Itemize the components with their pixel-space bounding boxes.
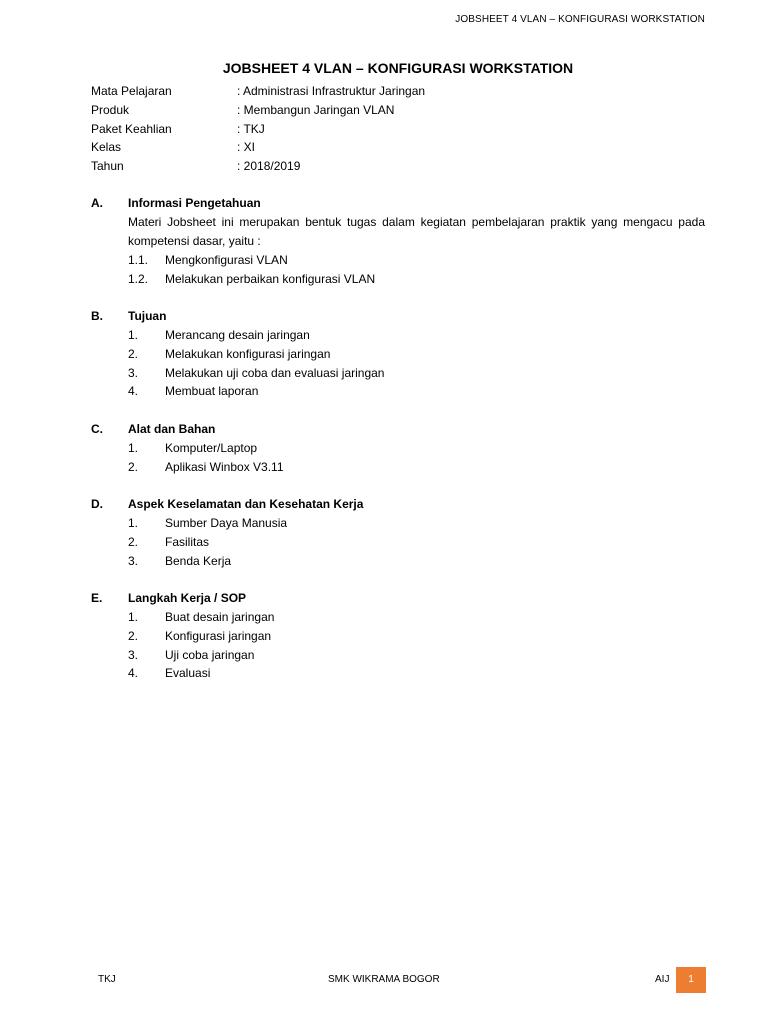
page-footer xyxy=(0,967,768,993)
list-item xyxy=(128,664,705,683)
list-item xyxy=(128,458,705,477)
document-title: JOBSHEET 4 VLAN – KONFIGURASI WORKSTATION xyxy=(222,60,574,76)
item-text: Aplikasi Winbox V3.11 xyxy=(165,459,284,474)
item-number: 2. xyxy=(128,346,139,361)
meta-label: Mata Pelajaran xyxy=(91,84,172,98)
item-number: 1. xyxy=(128,440,139,455)
section-heading xyxy=(91,420,705,439)
meta-row-kelas xyxy=(91,138,425,157)
meta-label: Produk xyxy=(91,102,130,117)
list-item xyxy=(128,646,705,665)
page-number-badge: 1 xyxy=(676,967,706,993)
list-item xyxy=(128,382,705,401)
footer-center: SMK WIKRAMA BOGOR xyxy=(328,974,440,985)
list-item xyxy=(128,533,705,552)
section-title: Tujuan xyxy=(128,309,167,324)
section-alat-dan-bahan xyxy=(91,420,705,476)
item-text: Komputer/Laptop xyxy=(165,440,258,455)
item-number: 3. xyxy=(128,647,139,662)
sections xyxy=(91,194,705,702)
section-title: Langkah Kerja / SOP xyxy=(128,591,247,606)
item-number: 2. xyxy=(128,459,139,474)
section-heading xyxy=(91,307,705,326)
meta-value: : 2018/2019 xyxy=(237,159,301,174)
item-number: 1.1. xyxy=(128,252,149,267)
section-letter: C. xyxy=(91,421,103,436)
item-number: 1.2. xyxy=(128,271,149,286)
list-item xyxy=(128,514,705,533)
section-heading xyxy=(91,194,705,213)
running-header: JOBSHEET 4 VLAN – KONFIGURASI WORKSTATION xyxy=(455,14,705,25)
item-number: 4. xyxy=(128,384,139,399)
meta-row-mata-pelajaran xyxy=(91,82,425,101)
meta-value: : Membangun Jaringan VLAN xyxy=(237,102,395,117)
meta-row-produk xyxy=(91,101,425,120)
meta-label: Kelas xyxy=(91,140,122,155)
meta-value: : Administrasi Infrastruktur Jaringan xyxy=(237,84,426,98)
item-text: Konfigurasi jaringan xyxy=(165,628,272,643)
list-item xyxy=(128,326,705,345)
meta-label: Tahun xyxy=(91,159,124,174)
section-letter: D. xyxy=(91,497,103,512)
item-text: Benda Kerja xyxy=(165,553,232,568)
list-item xyxy=(128,439,705,458)
meta-row-paket-keahlian xyxy=(91,120,425,139)
list-item xyxy=(128,608,705,627)
section-letter: B. xyxy=(91,309,103,324)
section-title: Alat dan Bahan xyxy=(128,421,216,436)
section-title: Informasi Pengetahuan xyxy=(128,196,261,210)
section-letter: E. xyxy=(91,591,103,606)
item-number: 1. xyxy=(128,609,139,624)
item-text: Mengkonfigurasi VLAN xyxy=(165,252,288,267)
meta-table xyxy=(91,82,425,176)
footer-right: AIJ xyxy=(655,974,670,985)
meta-row-tahun xyxy=(91,157,425,176)
list-item xyxy=(128,270,705,289)
meta-value: : XI xyxy=(237,140,256,155)
item-text: Melakukan uji coba dan evaluasi jaringan xyxy=(165,365,385,380)
item-text: Melakukan perbaikan konfigurasi VLAN xyxy=(165,271,376,286)
item-text: Evaluasi xyxy=(165,666,211,681)
item-text: Membuat laporan xyxy=(165,384,259,399)
meta-label: Paket Keahlian xyxy=(91,121,172,136)
section-tujuan xyxy=(91,307,705,401)
section-aspek-keselamatan xyxy=(91,495,705,570)
item-text: Sumber Daya Manusia xyxy=(165,515,288,530)
footer-left: TKJ xyxy=(98,974,116,985)
section-heading xyxy=(91,589,705,608)
list-item xyxy=(128,251,705,270)
item-number: 1. xyxy=(128,515,139,530)
item-text: Uji coba jaringan xyxy=(165,647,255,662)
list-item xyxy=(128,627,705,646)
section-heading xyxy=(91,495,705,514)
item-text: Merancang desain jaringan xyxy=(165,327,310,342)
section-letter: A. xyxy=(91,196,103,210)
item-number: 1. xyxy=(128,327,139,342)
section-title: Aspek Keselamatan dan Kesehatan Kerja xyxy=(128,497,364,512)
section-langkah-kerja xyxy=(91,589,705,683)
list-item xyxy=(128,345,705,364)
section-paragraph: Materi Jobsheet ini merupakan bentuk tugas dalam kegiatan pembelajaran praktik yang mengacu pada kompetensi dasar, yaitu : xyxy=(128,214,705,248)
item-number: 2. xyxy=(128,628,139,643)
item-number: 3. xyxy=(128,365,139,380)
meta-value: : TKJ xyxy=(237,121,265,136)
item-text: Buat desain jaringan xyxy=(165,609,275,624)
list-item xyxy=(128,552,705,571)
section-informasi-pengetahuan xyxy=(91,194,705,288)
item-text: Melakukan konfigurasi jaringan xyxy=(165,346,331,361)
item-number: 4. xyxy=(128,666,139,681)
item-number: 2. xyxy=(128,534,139,549)
item-number: 3. xyxy=(128,553,139,568)
list-item xyxy=(128,364,705,383)
item-text: Fasilitas xyxy=(165,534,210,549)
